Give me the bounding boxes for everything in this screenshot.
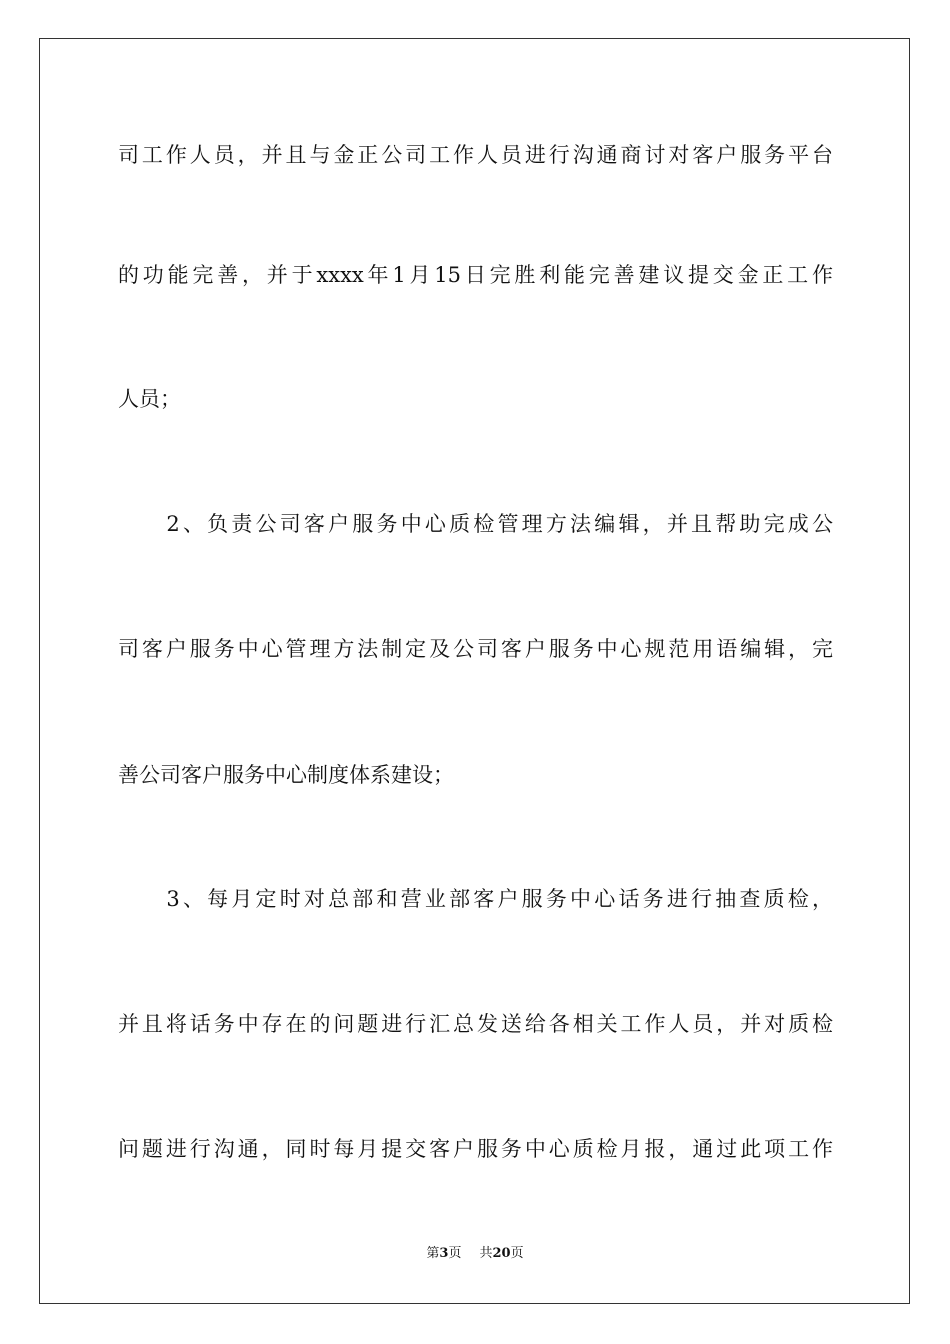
page-suffix: 页 [448, 1246, 462, 1261]
page-border [39, 38, 910, 1304]
text-line: 并且将话务中存在的问题进行汇总发送给各相关工作人员，并对质检 [118, 1012, 833, 1036]
text-line: 善公司客户服务中心制度体系建设； [118, 763, 454, 787]
total-suffix: 页 [510, 1246, 524, 1261]
page-number: 3 [439, 1246, 449, 1261]
page-prefix: 第 [426, 1246, 440, 1261]
text-line: 问题进行沟通，同时每月提交客户服务中心质检月报，通过此项工作 [118, 1137, 833, 1161]
text-line: 2、负责公司客户服务中心质检管理方法编辑，并且帮助完成公 [118, 512, 833, 536]
text-line: 的功能完善，并于xxxx年1月15日完胜利能完善建议提交金正工作 [118, 263, 833, 287]
total-pages: 20 [492, 1246, 511, 1261]
text-line: 司客户服务中心管理方法制定及公司客户服务中心规范用语编辑，完 [118, 637, 833, 661]
text-line: 人员； [118, 387, 181, 411]
text-line: 3、每月定时对总部和营业部客户服务中心话务进行抽查质检， [118, 887, 833, 911]
total-prefix: 共 [479, 1246, 493, 1261]
text-line: 司工作人员，并且与金正公司工作人员进行沟通商讨对客户服务平台 [118, 143, 833, 167]
page-footer [0, 1246, 950, 1262]
